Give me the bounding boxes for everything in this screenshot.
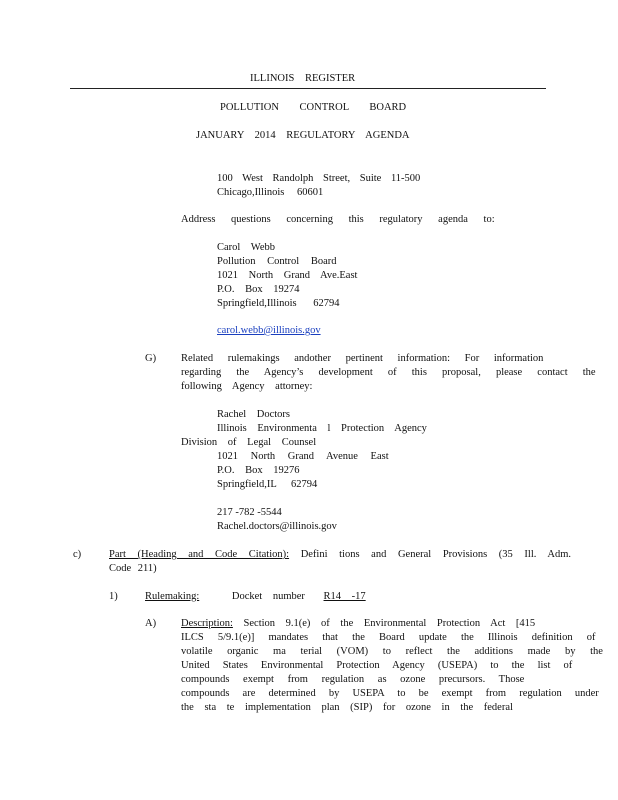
contact-email-link[interactable]: carol.webb@illinois.gov bbox=[217, 325, 321, 336]
board-address-line2: Chicago,Illinois 60601 bbox=[217, 187, 324, 198]
contact-name: Carol Webb bbox=[217, 242, 275, 253]
description-line-6: compounds are determined by USEPA to be exempt from regulation under bbox=[181, 688, 599, 699]
contact-street: 1021 North Grand Ave.East bbox=[217, 270, 358, 281]
attorney-division: Division of Legal Counsel bbox=[181, 437, 317, 448]
docket-text: Docket number bbox=[231, 591, 305, 602]
header-rule bbox=[70, 88, 546, 89]
attorney-email: Rachel.doctors@illinois.gov bbox=[217, 521, 337, 532]
part-c-line2: Code 211) bbox=[109, 563, 157, 574]
item-1-label: 1) bbox=[109, 591, 118, 602]
address-questions-text: Address questions concerning this regulatory agenda to: bbox=[181, 214, 495, 225]
attorney-name: Rachel Doctors bbox=[217, 409, 291, 420]
description-line-5: compounds exempt from regulation as ozone precursors. Those bbox=[181, 674, 525, 685]
contact-po-box: P.O. Box 19274 bbox=[217, 284, 300, 295]
board-title: POLLUTION CONTROL BOARD bbox=[220, 102, 407, 113]
part-c-heading bbox=[109, 550, 571, 561]
board-address-line1: 100 West Randolph Street, Suite 11-500 bbox=[217, 173, 421, 184]
section-g-label: G) bbox=[145, 353, 157, 364]
register-title: ILLINOIS REGISTER bbox=[250, 73, 356, 84]
section-g-line3: following Agency attorney: bbox=[181, 381, 313, 392]
section-g-line1: Related rulemakings andother pertinent information: For information bbox=[181, 353, 544, 364]
rulemaking-label: Rulemaking: bbox=[145, 591, 200, 602]
description-line-7: the sta te implementation plan (SIP) for ozone in the federal bbox=[181, 702, 513, 713]
docket-number: R14 -17 bbox=[323, 591, 366, 602]
attorney-street: 1021 North Grand Avenue East bbox=[217, 451, 389, 462]
description-line-1: Section 9.1(e) of the Environmental Protection Act [415 bbox=[243, 618, 536, 629]
item-a-line0 bbox=[181, 619, 535, 630]
attorney-phone: 217 -782 -5544 bbox=[217, 507, 282, 518]
section-g-line2: regarding the Agency’s development of this proposal, please contact the bbox=[181, 367, 596, 378]
attorney-city: Springfield,IL 62794 bbox=[217, 479, 318, 490]
item-1-rulemaking bbox=[145, 592, 366, 603]
part-c-heading-label: Part (Heading and Code Citation): bbox=[109, 549, 290, 560]
part-c-heading-rest: Defini tions and General Provisions (35 Ill. Adm. bbox=[300, 549, 572, 560]
agenda-title: JANUARY 2014 REGULATORY AGENDA bbox=[196, 130, 410, 141]
description-line-4: United States Environmental Protection Agency (USEPA) to the list of bbox=[181, 660, 573, 671]
contact-org: Pollution Control Board bbox=[217, 256, 337, 267]
item-a-label: A) bbox=[145, 618, 157, 629]
attorney-po-box: P.O. Box 19276 bbox=[217, 465, 300, 476]
description-line-2: ILCS 5/9.1(e)] mandates that the Board update the Illinois definition of bbox=[181, 632, 596, 643]
description-label: Description: bbox=[181, 618, 233, 629]
contact-city: Springfield,Illinois 62794 bbox=[217, 298, 340, 309]
description-line-3: volatile organic ma terial (VOM) to reflect the additions made by the bbox=[181, 646, 603, 657]
attorney-agency: Illinois Environmenta l Protection Agency bbox=[217, 423, 427, 434]
part-c-label: c) bbox=[73, 549, 82, 560]
